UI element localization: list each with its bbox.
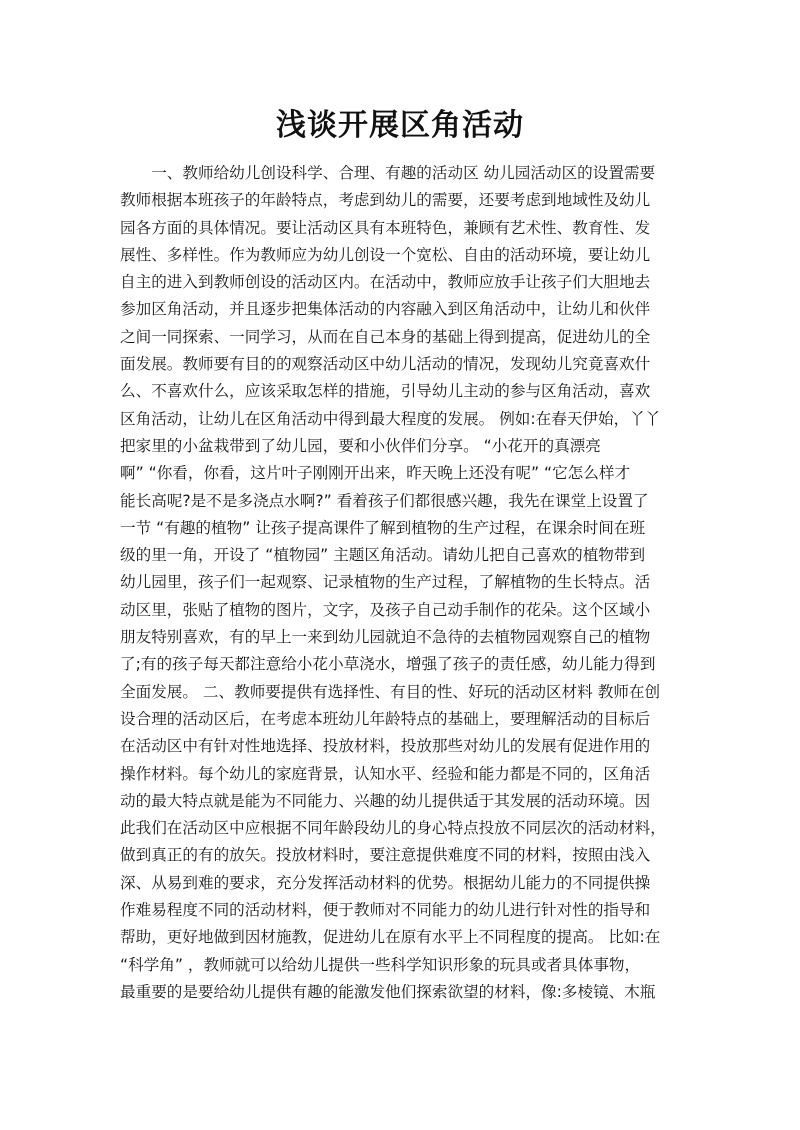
body-text-line: 参加区角活动，并且逐步把集体活动的内容融入到区角活动中，让幼儿和伙伴 [120, 300, 651, 319]
body-text-line: 动区里，张贴了植物的图片，文字，及孩子自己动手制作的花朵。这个区域小 [120, 600, 651, 619]
body-text-line: 了;有的孩子每天都注意给小花小草浇水，增强了孩子的责任感，幼儿能力得到 [120, 655, 656, 674]
body-text-line: 么、不喜欢什么，应该采取怎样的措施，引导幼儿主动的参与区角活动，喜欢 [120, 382, 651, 401]
body-text-line: 作难易程度不同的活动材料，便于教师对不同能力的幼儿进行针对性的指导和 [120, 901, 651, 920]
body-text-line: 朋友特别喜欢，有的早上一来到幼儿园就迫不急待的去植物园观察自己的植物 [120, 628, 651, 647]
body-text-line: 级的里一角，开设了 “植物园” 主题区角活动。请幼儿把自己喜欢的植物带到 [120, 546, 646, 565]
body-text-line: 做到真正的有的放矢。投放材料时，要注意提供难度不同的材料，按照由浅入 [120, 846, 651, 865]
body-text-line: 之间一同探索、一同学习，从而在自己本身的基础上得到提高，促进幼儿的全 [120, 327, 651, 346]
body-text-line: 园各方面的具体情况。要让活动区具有本班特色，兼顾有艺术性、教育性、发 [120, 218, 651, 237]
body-text-line: 全面发展。 二、教师要提供有选择性、有目的性、好玩的活动区材料 教师在创 [120, 682, 661, 701]
body-text-line: 帮助，更好地做到因材施教，促进幼儿在原有水平上不同程度的提高。 比如:在 [120, 928, 661, 947]
body-text-line: 一节 “有趣的植物” 让孩子提高课件了解到植物的生产过程，在课余时间在班 [120, 518, 646, 537]
body-text-line: 一、教师给幼儿创设科学、合理、有趣的活动区 幼儿园活动区的设置需要 [120, 164, 656, 182]
body-text-line: 区角活动，让幼儿在区角活动中得到最大程度的发展。 例如:在春天伊始，丫丫 [120, 409, 661, 428]
body-text-line: 啊” “你看，你看，这片叶子刚刚开出来，昨天晚上还没有呢” “它怎么样才 [120, 464, 631, 483]
body-text-line: “科学角” ，教师就可以给幼儿提供一些科学知识形象的玩具或者具体事物， [120, 955, 641, 974]
body-text-line: 教师根据本班孩子的年龄特点，考虑到幼儿的需要，还要考虑到地域性及幼儿 [120, 191, 651, 210]
document-body [120, 160, 680, 1006]
body-text-line: 此我们在活动区中应根据不同年龄段幼儿的身心特点投放不同层次的活动材料， [120, 819, 666, 838]
body-text-line: 操作材料。每个幼儿的家庭背景，认知水平、经验和能力都是不同的，区角活 [120, 764, 651, 783]
body-text-line: 面发展。教师要有目的的观察活动区中幼儿活动的情况，发现幼儿究竟喜欢什 [120, 355, 651, 374]
body-text-line: 能长高呢?是不是多浇点水啊?” 看着孩子们都很感兴趣，我先在课堂上设置了 [120, 491, 649, 510]
body-text-line: 自主的进入到教师创设的活动区内。在活动中，教师应放手让孩子们大胆地去 [120, 273, 651, 292]
body-text-line: 动的最大特点就是能为不同能力、兴趣的幼儿提供适于其发展的活动环境。因 [120, 791, 651, 810]
body-text-line: 最重要的是要给幼儿提供有趣的能激发他们探索欲望的材料，像:多棱镜、木瓶 [120, 982, 656, 1001]
document-title: 浅谈开展区角活动 [276, 108, 524, 143]
body-text-line: 深、从易到难的要求，充分发挥活动材料的优势。根据幼儿能力的不同提供操 [120, 873, 651, 892]
body-text-line: 在活动区中有针对性地选择、投放材料，投放那些对幼儿的发展有促进作用的 [120, 737, 651, 756]
body-text-line: 展性、多样性。作为教师应为幼儿创设一个宽松、自由的活动环境，要让幼儿 [120, 245, 651, 264]
body-text-line: 把家里的小盆栽带到了幼儿园，要和小伙伴们分享。 “小花开的真漂亮 [120, 436, 601, 455]
body-text-line: 幼儿园里，孩子们一起观察、记录植物的生产过程，了解植物的生长特点。活 [120, 573, 651, 592]
body-text-line: 设合理的活动区后，在考虑本班幼儿年龄特点的基础上，要理解活动的目标后 [120, 709, 651, 728]
